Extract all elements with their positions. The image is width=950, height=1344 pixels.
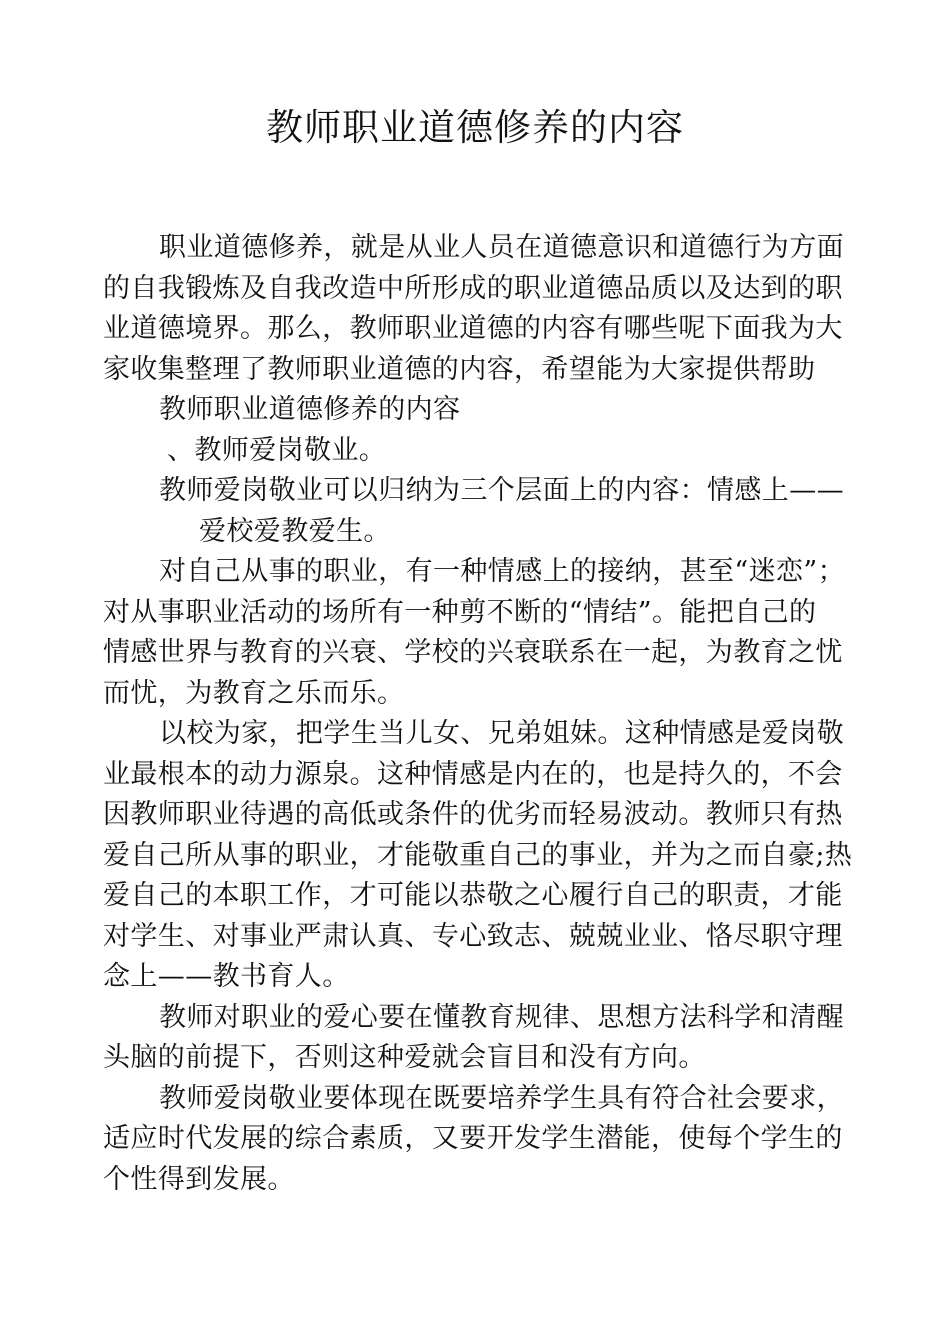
paragraph-line: 对学生、对事业严肃认真、专心致志、兢兢业业、恪尽职守理 <box>103 920 843 952</box>
paragraph-line: 个性得到发展。 <box>103 1163 295 1195</box>
paragraph-line: 爱自己所从事的职业，才能敬重自己的事业，并为之而自豪;热 <box>103 839 853 871</box>
paragraph-line: 爱校爱教爱生。 <box>199 515 391 547</box>
paragraph-line: 业道德境界。那么，教师职业道德的内容有哪些呢下面我为大 <box>103 313 843 344</box>
paragraph-line: 头脑的前提下，否则这种爱就会盲目和没有方向。 <box>103 1042 706 1073</box>
paragraph-line: 爱自己的本职工作，才可能以恭敬之心履行自己的职责，才能 <box>103 880 843 911</box>
paragraph-line: 家收集整理了教师职业道德的内容，希望能为大家提供帮助 <box>103 353 816 385</box>
section-subheading: 、教师爱岗敬业。 <box>167 434 387 466</box>
paragraph-line: 因教师职业待遇的高低或条件的优劣而轻易波动。教师只有热 <box>103 799 843 830</box>
paragraph-line: 教师对职业的爱心要在懂教育规律、思想方法科学和清醒 <box>159 1001 844 1033</box>
paragraph-line: 职业道德修养，就是从业人员在道德意识和道德行为方面 <box>159 232 844 263</box>
paragraph-line: 教师爱岗敬业可以归纳为三个层面上的内容：情感上—— <box>159 475 844 506</box>
paragraph-line: 念上——教书育人。 <box>103 961 350 992</box>
document-body <box>103 228 855 1200</box>
paragraph-line: 教师爱岗敬业要体现在既要培养学生具有符合社会要求， <box>159 1082 844 1114</box>
document-title: 教师职业道德修养的内容 <box>266 106 684 149</box>
paragraph-line: 情感世界与教育的兴衰、学校的兴衰联系在一起，为教育之忧 <box>103 637 843 668</box>
paragraph-line: 对从事职业活动的场所有一种剪不断的“情结”。能把自己的 <box>103 596 817 628</box>
paragraph-line: 对自己从事的职业，有一种情感上的接纳，甚至“迷恋”； <box>159 556 846 587</box>
paragraph-line: 的自我锻炼及自我改造中所形成的职业道德品质以及达到的职 <box>103 272 843 304</box>
paragraph-line: 业最根本的动力源泉。这种情感是内在的，也是持久的，不会 <box>103 758 843 790</box>
paragraph-line: 以校为家，把学生当儿女、兄弟姐妹。这种情感是爱岗敬 <box>159 718 844 749</box>
paragraph-line: 适应时代发展的综合素质，又要开发学生潜能，使每个学生的 <box>103 1123 843 1154</box>
section-heading: 教师职业道德修养的内容 <box>159 394 461 425</box>
paragraph-line: 而忧，为教育之乐而乐。 <box>103 677 405 709</box>
